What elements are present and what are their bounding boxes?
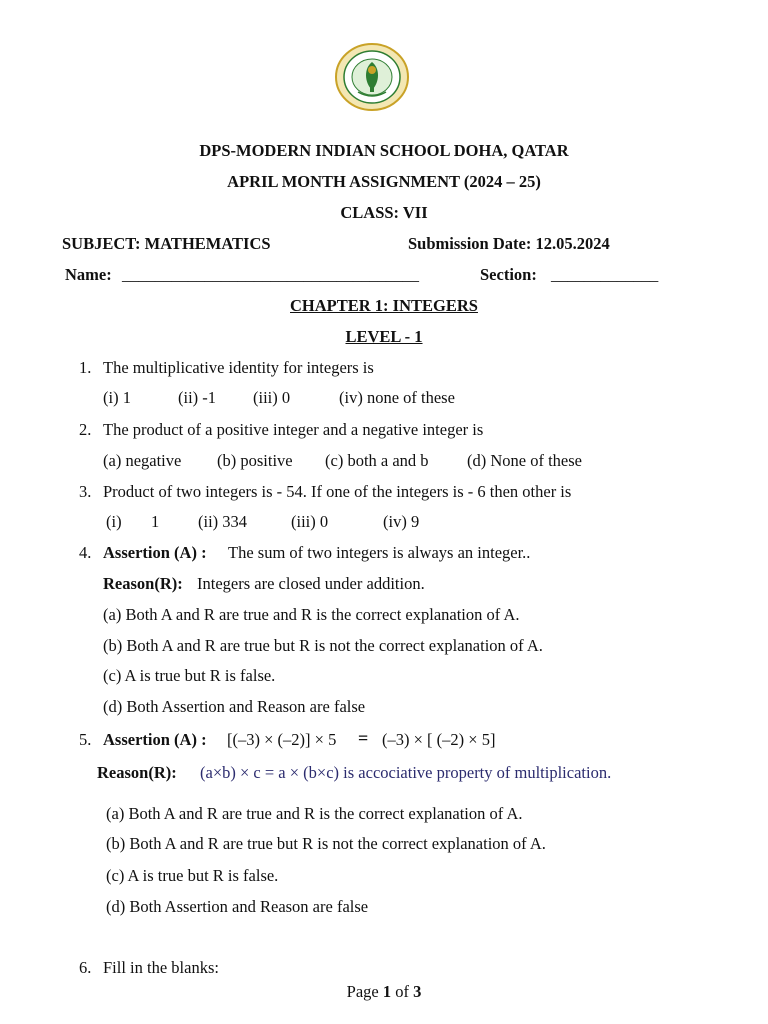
subject-label: SUBJECT: MATHEMATICS bbox=[62, 234, 271, 253]
assignment-title: APRIL MONTH ASSIGNMENT (2024 – 25) bbox=[227, 172, 541, 191]
submission-date: Submission Date: 12.05.2024 bbox=[408, 234, 610, 253]
reason-label: Reason(R): bbox=[97, 763, 177, 782]
reason-text: Integers are closed under addition. bbox=[197, 574, 425, 593]
option-item: (iii) 0 bbox=[291, 512, 329, 531]
option-item: (i) bbox=[106, 512, 122, 531]
option-item: (b) positive bbox=[217, 451, 293, 470]
option-item: (a) negative bbox=[103, 451, 182, 470]
assertion-text: The sum of two integers is always an integer.. bbox=[228, 543, 531, 562]
option-item: (d) None of these bbox=[467, 451, 583, 470]
option-item: (b) Both A and R are true but R is not the correct explanation of A. bbox=[106, 834, 546, 853]
question-number: 6. bbox=[79, 958, 92, 977]
page-prefix: Page bbox=[346, 982, 379, 1001]
option-item: (i) 1 bbox=[103, 388, 131, 407]
section-label: Section: bbox=[480, 265, 537, 284]
option-item: (iv) 9 bbox=[383, 512, 420, 531]
option-item: (a) Both A and R are true and R is the correct explanation of A. bbox=[106, 804, 523, 823]
option-item: (d) Both Assertion and Reason are false bbox=[106, 897, 369, 916]
page-footer bbox=[0, 982, 768, 1002]
question-number: 2. bbox=[79, 420, 92, 439]
chapter-title: CHAPTER 1: INTEGERS bbox=[290, 296, 478, 315]
assertion-lhs: [(–3) × (–2)] × 5 bbox=[227, 730, 337, 749]
question-number: 1. bbox=[79, 358, 92, 377]
name-label: Name: bbox=[65, 265, 112, 284]
section-line: _____________ bbox=[551, 265, 659, 284]
option-item: (d) Both Assertion and Reason are false bbox=[103, 697, 366, 716]
option-item: (ii) 334 bbox=[198, 512, 248, 531]
option-item: (iii) 0 bbox=[253, 388, 291, 407]
question-text: Product of two integers is - 54. If one of the integers is - 6 then other is bbox=[103, 482, 572, 501]
question-number: 3. bbox=[79, 482, 92, 501]
question-text: Fill in the blanks: bbox=[103, 958, 219, 977]
reason-label: Reason(R): bbox=[103, 574, 183, 593]
option-item: (c) both a and b bbox=[325, 451, 429, 470]
assertion-rhs: (–3) × [ (–2) × 5] bbox=[382, 730, 496, 749]
option-item: 1 bbox=[151, 512, 160, 531]
option-item: (iv) none of these bbox=[339, 388, 455, 407]
assertion-label: Assertion (A) : bbox=[103, 543, 207, 562]
option-item: (b) Both A and R are true but R is not the correct explanation of A. bbox=[103, 636, 543, 655]
school-logo bbox=[334, 42, 410, 112]
option-item: (a) Both A and R are true and R is the correct explanation of A. bbox=[103, 605, 520, 624]
name-line: ____________________________________ bbox=[122, 265, 419, 284]
question-number: 4. bbox=[79, 543, 92, 562]
level-title: LEVEL - 1 bbox=[345, 327, 423, 346]
class-label: CLASS: VII bbox=[340, 203, 428, 222]
option-item: (c) A is true but R is false. bbox=[106, 866, 279, 885]
page-total: 3 bbox=[413, 982, 422, 1001]
page-number: 1 bbox=[382, 982, 392, 1001]
page-of: of bbox=[395, 982, 409, 1001]
question-number: 5. bbox=[79, 730, 92, 749]
reason-text: (a×b) × c = a × (b×c) is accociative property of multiplication. bbox=[200, 763, 612, 782]
question-text: The multiplicative identity for integers is bbox=[103, 358, 374, 377]
question-text: The product of a positive integer and a negative integer is bbox=[103, 420, 484, 439]
option-item: (c) A is true but R is false. bbox=[103, 666, 276, 685]
assertion-label: Assertion (A) : bbox=[103, 730, 207, 749]
assertion-equals: = bbox=[358, 728, 369, 748]
school-name: DPS-MODERN INDIAN SCHOOL DOHA, QATAR bbox=[199, 141, 569, 160]
option-item: (ii) -1 bbox=[178, 388, 217, 407]
